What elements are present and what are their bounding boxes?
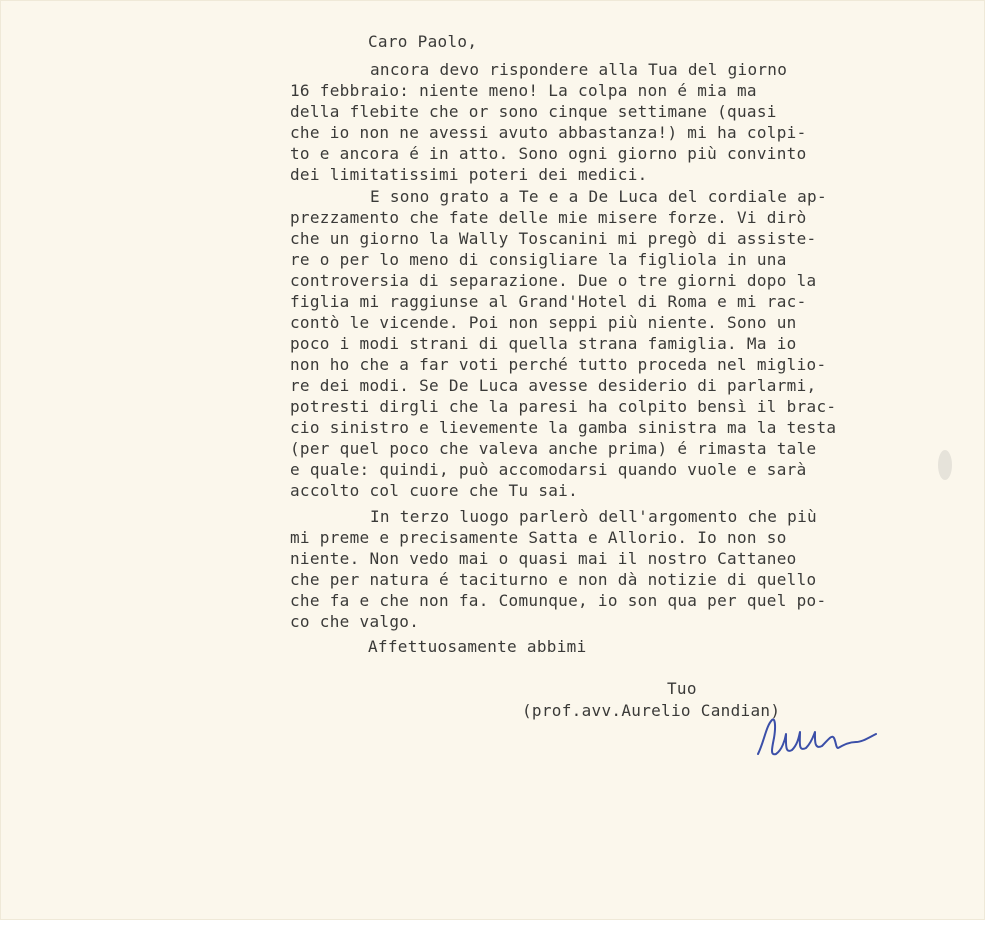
body-line-25: che per natura é taciturno e non dà notizie di quello (290, 570, 817, 589)
sender-name: (prof.avv.Aurelio Candian) (522, 701, 781, 720)
body-line-9: che un giorno la Wally Toscanini mi pregò di assiste- (290, 229, 817, 248)
body-line-5: to e ancora é in atto. Sono ogni giorno più convinto (290, 144, 807, 163)
body-line-7: E sono grato a Te e a De Luca del cordiale ap- (370, 187, 827, 206)
body-line-14: poco i modi strani di quella strana famiglia. Ma io (290, 334, 797, 353)
body-line-20: e quale: quindi, può accomodarsi quando vuole e sarà (290, 460, 807, 479)
body-line-23: mi preme e precisamente Satta e Allorio. Io non so (290, 528, 787, 547)
paper-smudge (938, 450, 952, 480)
body-line-6: dei limitatissimi poteri dei medici. (290, 165, 648, 184)
body-line-26: che fa e che non fa. Comunque, io son qua per quel po- (290, 591, 827, 610)
body-line-13: contò le vicende. Poi non seppi più niente. Sono un (290, 313, 797, 332)
body-line-8: prezzamento che fate delle mie misere forze. Vi dirò (290, 208, 807, 227)
sign-off: Tuo (667, 679, 697, 698)
body-line-12: figlia mi raggiunse al Grand'Hotel di Roma e mi rac- (290, 292, 807, 311)
body-line-15: non ho che a far voti perché tutto proceda nel miglio- (290, 355, 827, 374)
body-line-4: che io non ne avessi avuto abbastanza!) mi ha colpi- (290, 123, 807, 142)
body-line-2: 16 febbraio: niente meno! La colpa non é mia ma (290, 81, 757, 100)
body-line-21: accolto col cuore che Tu sai. (290, 481, 579, 500)
body-line-1: ancora devo rispondere alla Tua del giorno (370, 60, 788, 79)
body-line-24: niente. Non vedo mai o quasi mai il nostro Cattaneo (290, 549, 797, 568)
body-line-10: re o per lo meno di consigliare la figliola in una (290, 250, 787, 269)
body-line-18: cio sinistro e lievemente la gamba sinistra ma la testa (290, 418, 837, 437)
body-line-27: co che valgo. (290, 612, 420, 631)
body-line-19: (per quel poco che valeva anche prima) é rimasta tale (290, 439, 817, 458)
body-line-17: potresti dirgli che la paresi ha colpito bensì il brac- (290, 397, 837, 416)
body-line-11: controversia di separazione. Due o tre giorni dopo la (290, 271, 817, 290)
handwritten-signature (752, 712, 882, 767)
salutation: Caro Paolo, (368, 32, 478, 51)
body-line-22: In terzo luogo parlerò dell'argomento che più (370, 507, 817, 526)
body-line-3: della flebite che or sono cinque settimane (quasi (290, 102, 777, 121)
closing: Affettuosamente abbimi (368, 637, 587, 656)
body-line-16: re dei modi. Se De Luca avesse desiderio di parlarmi, (290, 376, 817, 395)
